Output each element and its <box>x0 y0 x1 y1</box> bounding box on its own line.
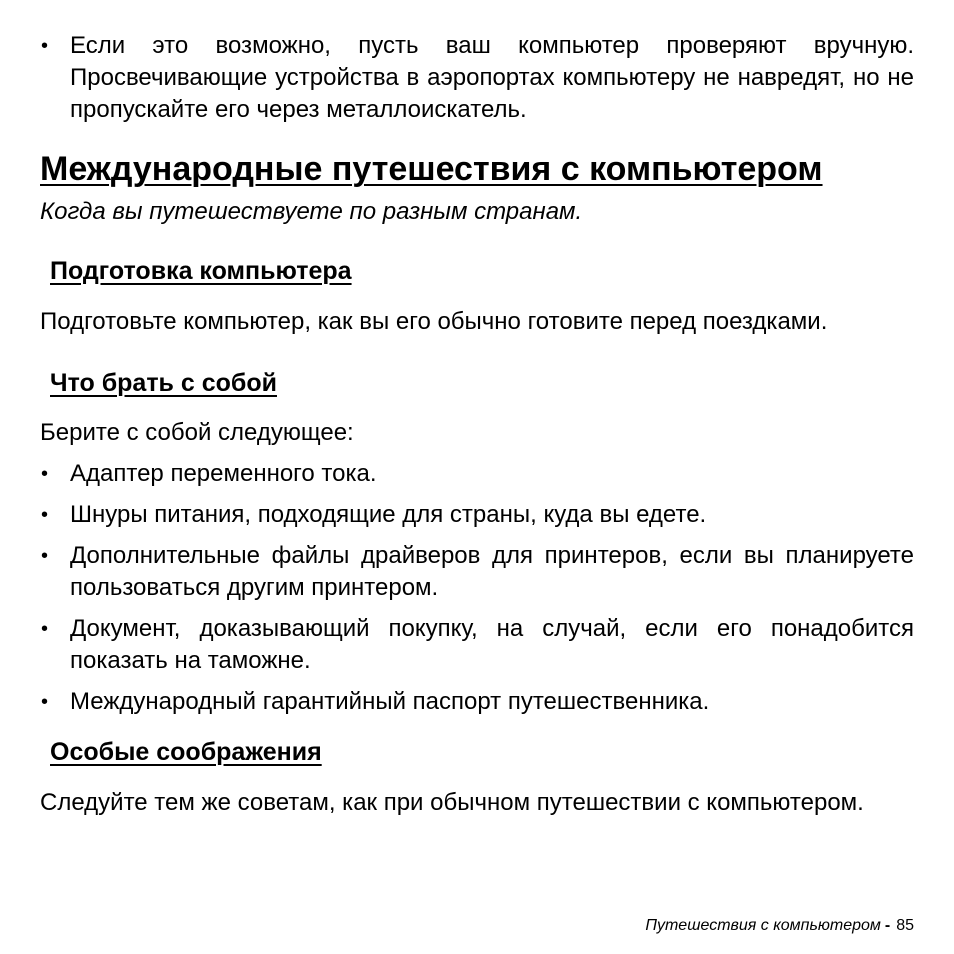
page-content <box>40 30 914 819</box>
what-to-take-list <box>40 458 914 718</box>
list-item: • Дополнительные файлы драйверов для принтеров, если вы планируете пользоваться другим принтером. <box>40 540 914 604</box>
page-number: 85 <box>896 917 914 934</box>
special-paragraph: Следуйте тем же советам, как при обычном путешествии с компьютером. <box>40 789 864 816</box>
section-intro: Когда вы путешествуете по разным странам. <box>40 198 583 225</box>
footer-separator: - <box>884 917 891 934</box>
what-to-take-paragraph: Берите с собой следующее: <box>40 419 354 446</box>
top-bullet-list <box>40 30 914 126</box>
list-item: • Документ, доказывающий покупку, на случай, если его понадобится показать на таможне. <box>40 613 914 677</box>
footer-chapter-title: Путешествия с компьютером <box>645 917 881 934</box>
section-title: Международные путешествия с компьютером <box>40 150 823 188</box>
list-item: • Международный гарантийный паспорт путешественника. <box>40 686 914 718</box>
prepare-paragraph: Подготовьте компьютер, как вы его обычно готовите перед поездками. <box>40 308 828 335</box>
heading-special-considerations: Особые соображения <box>50 738 322 766</box>
page-footer <box>645 916 914 936</box>
list-item: • Адаптер переменного тока. <box>40 458 914 490</box>
list-item: • Если это возможно, пусть ваш компьютер проверяют вручную. Просвечивающие устройства в аэропортах компьютеру не навредят, но не пропускайте его через металлоискатель. <box>40 30 914 126</box>
list-item: • Шнуры питания, подходящие для страны, куда вы едете. <box>40 499 914 531</box>
heading-what-to-take: Что брать с собой <box>50 369 277 397</box>
heading-prepare-computer: Подготовка компьютера <box>50 257 352 285</box>
